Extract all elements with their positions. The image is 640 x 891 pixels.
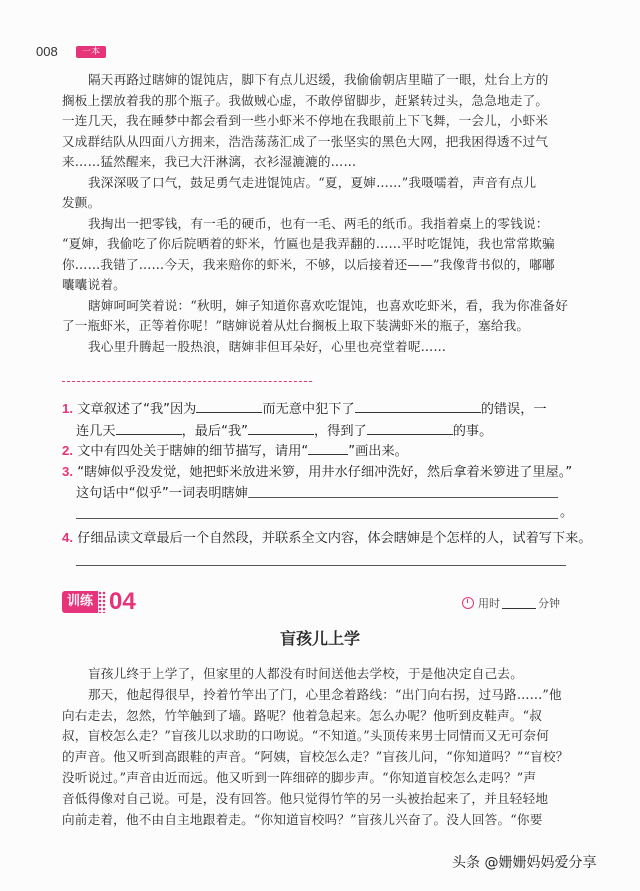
- q1-text-f: ，得到了: [313, 424, 367, 439]
- answer-line[interactable]: [248, 497, 558, 498]
- p1-line: 瞎婶呵呵笑着说：“秋明，婶子知道你喜欢吃馄饨，也喜欢吃虾米，看，我为你准备好: [88, 297, 569, 313]
- q1-text-c: 的错误，一: [480, 402, 547, 417]
- p2-line: 盲孩儿终于上学了，但家里的人都没有时间送他去学校，于是他决定自己去。: [88, 666, 523, 681]
- question-4: [62, 527, 592, 549]
- p1-line: 了一瓶虾米，正等着你呢！”瞎婶说着从灶台搁板上取下装满虾米的瓶子，塞给我。: [62, 318, 530, 333]
- question-1: [62, 398, 582, 442]
- answer-blank[interactable]: [367, 420, 453, 435]
- q3-text-a: “瞎婶似乎没发觉，她把虾米放进米箩，用井水仔细冲洗好，然后拿着米箩进了里屋。”: [77, 465, 573, 480]
- timer-unit: 分钟: [538, 597, 560, 610]
- time-used: [462, 595, 560, 611]
- p2-line: 音低得像对自己说。可是，没有回答。他只觉得竹竿的另一头被抬起来了，并且轻轻地: [62, 790, 549, 806]
- q1-text-g: 的事。: [452, 424, 493, 439]
- answer-blank[interactable]: [308, 440, 348, 455]
- p1-line: 我心里升腾起一股热浪，瞎婶非但耳朵好，心里也亮堂着呢……: [88, 338, 447, 354]
- q3-text-b: 这句话中“似乎”一词表明瞎婶: [76, 486, 248, 501]
- question-2: [62, 440, 582, 462]
- p1-line: “夏婶，我偷吃了你后院晒着的虾米，竹匾也是我弄翻的……平时吃馄饨，我也常常欺骗: [62, 236, 555, 251]
- watermark: 头条 @姗姗妈妈爱分享: [452, 855, 597, 871]
- p1-line: 你……我错了……今天，我来赔你的虾米，不够，以后接着还——”我像背书似的，嘟嘟: [62, 256, 555, 272]
- p1-line: 发颤。: [62, 195, 101, 210]
- p2-line: 向前走着，他不由自主地跟着走。“你知道盲校吗？”盲孩儿兴奋了。没人回答。“你要: [62, 811, 543, 827]
- time-blank[interactable]: [502, 597, 536, 609]
- question-number: 3.: [62, 464, 73, 479]
- p1-line: 一连几天，我在睡梦中都会看到一些小虾米不停地在我眼前上下飞舞，一会儿，小虾米: [62, 113, 549, 128]
- answer-blank[interactable]: [355, 398, 481, 413]
- badge-dots-decoration: [98, 591, 106, 613]
- p1-line: 隔天再路过瞎婶的馄饨店，脚下有点儿迟缓，我偷偷朝店里瞄了一眼，灶台上方的: [88, 72, 549, 87]
- answer-blank[interactable]: [248, 420, 314, 435]
- q2-text-b: ”画出来。: [348, 444, 408, 459]
- answer-blank[interactable]: [196, 398, 262, 413]
- p2-line: 那天，他起得很早，拎着竹竿出了门，心里念着路线：“出门向右拐，过马路……”他: [88, 686, 562, 702]
- exercise-badge: [62, 588, 136, 615]
- p1-line: 囔囔说着。: [62, 277, 126, 292]
- question-number: 1.: [62, 401, 73, 416]
- q1-text-a: 文章叙述了“我”因为: [77, 402, 197, 417]
- answer-line[interactable]: [76, 518, 558, 519]
- question-number: 2.: [62, 443, 73, 458]
- section-divider: [62, 381, 312, 382]
- q1-text-e: ，最后“我”: [181, 424, 248, 439]
- p1-line: 又成群结队从四面八方拥来，浩浩荡荡汇成了一张坚实的黑色大网，把我困得透不过气: [62, 133, 549, 149]
- clock-icon: [462, 597, 474, 609]
- p1-line: 来……猛然醒来，我已大汗淋漓，衣衫湿漉漉的……: [62, 154, 357, 169]
- q3-end: 。: [560, 505, 574, 520]
- passage-1: [62, 70, 582, 357]
- answer-line[interactable]: [76, 565, 566, 566]
- q2-text-a: 文中有四处关于瞎婶的细节描写，请用“: [77, 444, 309, 459]
- timer-label: 用时: [478, 597, 500, 610]
- p1-line: 我深深吸了口气，鼓足勇气走进馄饨店。“夏，夏婶……”我嗫嚅着，声音有点儿: [88, 174, 537, 190]
- q1-text-b: 而无意中犯下了: [262, 402, 355, 417]
- p1-line: 我掏出一把零钱，有一毛的硬币，也有一毛、两毛的纸币。我指着桌上的零钱说：: [88, 215, 549, 231]
- p2-line: 叔，盲校怎么走？”盲孩儿以求助的口吻说。“不知道。”头顶传来男士同情而又无可奈何: [62, 728, 549, 744]
- page-number: 008: [36, 44, 58, 59]
- p2-line: 的声音。他又听到高跟鞋的声音。“阿姨，盲校怎么走？”盲孩儿问，“你知道吗？”“盲校？: [62, 749, 569, 765]
- exercise-label: 训练: [62, 591, 98, 613]
- answer-blank[interactable]: [116, 420, 182, 435]
- section-mark: 一本: [76, 46, 106, 58]
- question-number: 4.: [62, 530, 73, 545]
- q4-text: 仔细品读文章最后一个自然段，并联系全文内容，体会瞎婶是个怎样的人，试着写下来。: [77, 531, 592, 546]
- story-title: 盲孩儿上学: [279, 629, 360, 648]
- passage-2: [62, 664, 582, 830]
- p2-line: 向右走去，忽然，竹竿触到了墙。路呢？他着急起来。怎么办呢？他听到皮鞋声。“叔: [62, 707, 543, 723]
- p2-line: 没听说过。”声音由近而远。他又听到一阵细碎的脚步声。“你知道盲校怎么走吗？”声: [62, 769, 537, 785]
- q1-text-d: 连几天: [76, 424, 116, 439]
- p1-line: 搁板上摆放着我的那个瓶子。我做贼心虚，不敢停留脚步，赶紧转过头，急急地走了。: [62, 92, 549, 108]
- exercise-number: 04: [109, 588, 136, 615]
